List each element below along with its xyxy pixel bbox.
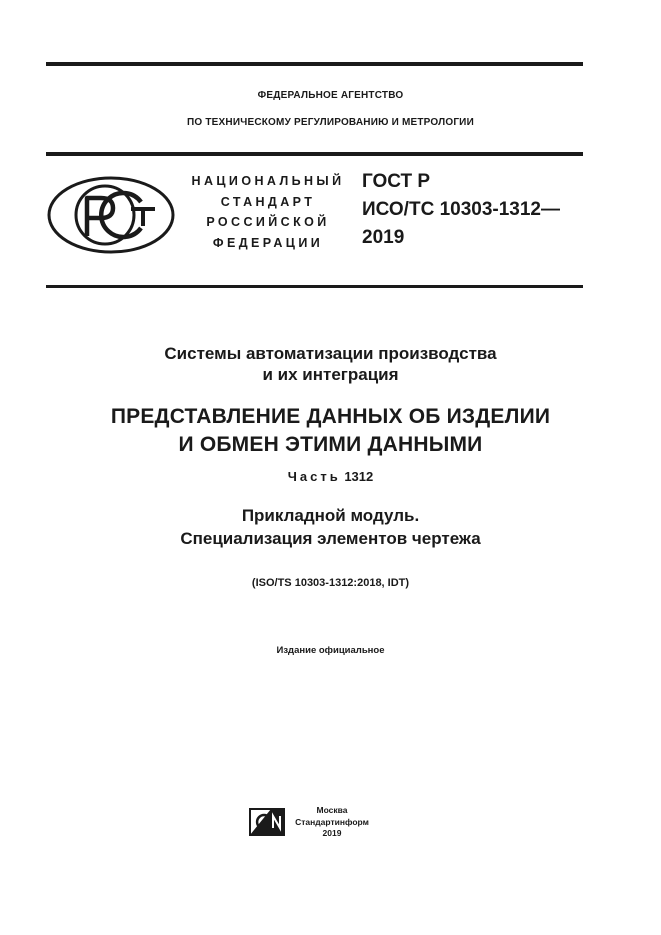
agency-line-1: ФЕДЕРАЛЬНОЕ АГЕНТСТВО	[257, 90, 404, 101]
part-word: Часть	[287, 469, 341, 484]
publisher-name: Стандартинформ	[295, 816, 369, 827]
designation-line: 2019	[362, 227, 405, 248]
national-standard-line: ФЕДЕРАЦИИ	[212, 235, 324, 250]
main-title	[0, 403, 661, 459]
main-title-line: И ОБМЕН ЭТИМИ ДАННЫМИ	[178, 433, 483, 456]
publisher-city: Москва	[316, 805, 348, 815]
iso-reference: (ISO/TS 10303-1312:2018, IDT)	[251, 577, 410, 589]
header-rule	[46, 152, 583, 156]
national-standard-label	[178, 171, 358, 253]
national-standard-line: РОССИЙСКОЙ	[206, 215, 330, 229]
national-standard-line: СТАНДАРТ	[220, 194, 316, 209]
series-title-line: и их интеграция	[262, 365, 399, 384]
designation-line: ГОСТ Р	[362, 171, 431, 192]
main-title-line: ПРЕДСТАВЛЕНИЕ ДАННЫХ ОБ ИЗДЕЛИИ	[110, 405, 551, 428]
national-standard-line: НАЦИОНАЛЬНЫЙ	[191, 174, 345, 188]
standard-designation	[362, 168, 560, 252]
subtitle-line: Специализация элементов чертежа	[180, 529, 481, 548]
publisher-block	[292, 805, 372, 840]
standartinform-logo	[249, 808, 285, 836]
subtitle	[0, 504, 661, 550]
subtitle-line: Прикладной модуль.	[241, 506, 420, 525]
publisher-year: 2019	[322, 828, 342, 838]
part-label	[0, 469, 661, 484]
series-title	[0, 343, 661, 385]
part-number: 1312	[344, 469, 374, 484]
rst-certification-logo	[47, 176, 175, 254]
agency-line-2: ПО ТЕХНИЧЕСКОМУ РЕГУЛИРОВАНИЮ И МЕТРОЛОГИИ	[187, 117, 474, 128]
series-title-line: Системы автоматизации производства	[164, 344, 497, 363]
designation-rule	[46, 285, 583, 288]
top-rule	[46, 62, 583, 66]
edition-note: Издание официальное	[276, 645, 385, 656]
designation-line: ИСО/ТС 10303-1312—	[362, 199, 560, 220]
